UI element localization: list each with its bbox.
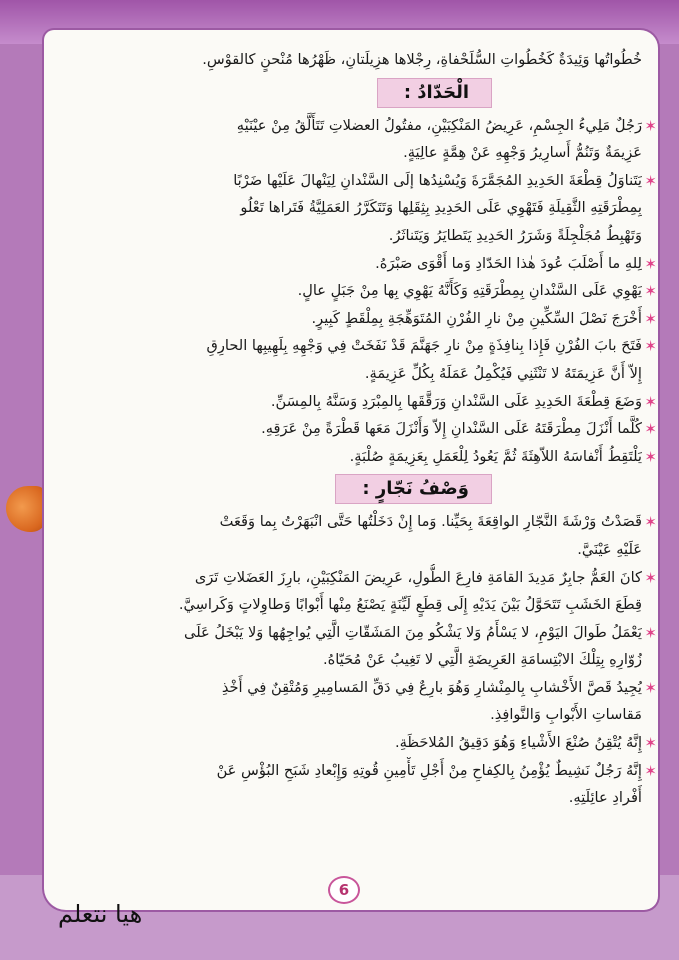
text-line: إِلاّ أَنَّ عَزِيمَتَهُ لا تَنْثَنِي فَيُكْمِلُ عَمَلَهُ بِكُلِّ عَزِيمَةٍ. [364, 364, 642, 382]
list-item [54, 564, 657, 619]
text-line: وَتَهْبِطُ مُجَلْجِلَةً وَشَرَرُ الحَدِيدِ يَتَطايَرُ وَيَتَناثَرُ. [388, 226, 642, 244]
text-line: وَضَعَ قِطْعَةَ الحَدِيدِ عَلَى السَّنْدانِ وَرَقَّقَها بِالمِبْرَدِ وَسَنَّهُ بِالمِسَنِّ. [270, 392, 642, 410]
text-line: يَهْوِي عَلَى السَّنْدانِ بِمِطْرَقَتِهِ وَكَأَنَّهُ يَهْوِي بِها مِنْ جَبَلٍ عالٍ. [297, 282, 642, 300]
text-line: إِنَّهُ رَجُلٌ نَشِيطٌ يُؤْمِنُ بِالكِفاحِ مِنْ أَجْلِ تَأْمِينِ قُوتِهِ وَإِبْعادِ شَبَحِ البُؤْسِ عَنْ [216, 761, 642, 779]
bullet-star-icon: ✶ [644, 513, 657, 532]
list-item [54, 112, 657, 167]
finger-photo-artifact [6, 486, 46, 532]
page-content [54, 46, 657, 812]
heading-blacksmith: الْحَدّادُ : [377, 78, 492, 108]
list-item [54, 277, 657, 305]
text-line: أَفْرادِ عائِلَتِهِ. [568, 789, 642, 807]
book-page [44, 30, 658, 910]
bullet-star-icon: ✶ [644, 171, 657, 190]
bullet-star-icon: ✶ [644, 420, 657, 439]
bullet-star-icon: ✶ [644, 309, 657, 328]
bullet-star-icon: ✶ [644, 623, 657, 642]
text-line: رَجُلٌ مَلِيءُ الجِسْمِ، عَرِيضُ المَنْكِبَيْنِ، مفتُولُ العضلاتِ تَتَأَلَّقُ مِنْ عيْنَيْهِ [236, 116, 642, 134]
text-line: عَزِيمَةٌ وَتَنُمُّ أَسارِيرُ وَجْهِهِ عَنْ هِمَّةٍ عالِيَةٍ. [403, 144, 642, 162]
blacksmith-list [54, 112, 657, 471]
text-line: لِلهِ ما أَصْلَبَ عُودَ هٰذا الحَدّادِ وَما أَقْوَى صَبْرَهُ. [375, 254, 642, 272]
text-line: زُوّارِهِ بِتِلْكَ الابْتِسامَةِ العَرِيضَةِ الَّتِي لا تَغِيبُ عَنْ مُحَيّاهُ. [322, 651, 642, 669]
text-line: أَخْرَجَ نَصْلَ السِّكِّينِ مِنْ نارِ الفُرْنِ المُتَوَهِّجَةِ بِمِلْقَطٍ كَبِيرٍ. [311, 309, 642, 327]
list-item [54, 443, 657, 471]
bullet-star-icon: ✶ [644, 282, 657, 301]
carpenter-list [54, 508, 657, 812]
text-line: كانَ العَمُّ جابِرٌ مَدِيدَ القامَةِ فارِعَ الطُّولِ، عَرِيضَ المَنْكِبَيْنِ، بارِزَ العَضَلاتِ تَرَى [194, 568, 642, 586]
text-line: يَلْتَقِطُ أَنْفاسَهُ اللاّهِثَةَ ثُمَّ يَعُودُ لِلْعَمَلِ بِعَزِيمَةٍ صُلْبَةٍ. [349, 447, 642, 465]
heading-carpenter: وَصْفُ نَجّارٍ : [335, 474, 492, 504]
bullet-star-icon: ✶ [644, 254, 657, 273]
list-item [54, 305, 657, 333]
footer-brand-text: هيا نتعلم [58, 900, 143, 928]
bullet-star-icon: ✶ [644, 568, 657, 587]
list-item [54, 250, 657, 278]
list-item [54, 508, 657, 563]
list-item [54, 415, 657, 443]
text-line: إِنَّهُ يُتْقِنُ صُنْعَ الأَشْياءِ وَهُوَ دَقِيقُ المُلاحَظَةِ. [394, 734, 642, 752]
list-item [54, 619, 657, 674]
text-line: عَلَيْهِ عَيْنَيَّ. [577, 540, 642, 558]
text-line: مَقاساتِ الأَبْوابِ وَالنَّوافِذِ. [490, 706, 642, 724]
intro-line: خُطُواتُها وَئِيدَةٌ كَخُطُواتِ السُّلَحْفاةِ، رِجْلاها هزِيلَتانِ، ظَهْرُها مُنْحنٍ كالقوْسِ. [202, 51, 642, 68]
list-item [54, 729, 657, 757]
bullet-star-icon: ✶ [644, 761, 657, 780]
text-line: قِطَعَ الخَشَبِ تَتَحَوَّلُ بَيْنَ يَدَيْهِ إِلَى قِطَعٍ لَيِّنَةٍ يَصْنَعُ مِنْها أَبْوابًا وَطاوِلاتٍ وَكَراسِيَّ. [178, 596, 642, 614]
text-line: كُلَّما أَنْزَلَ مِطْرَقَتَهُ عَلَى السَّنْدانِ إِلاّ وَأَنْزَلَ مَعَها قَطْرَةً مِنْ عَرَقِهِ. [261, 420, 642, 438]
text-line: يَتَناوَلُ قِطْعَةَ الحَدِيدِ المُجَمَّرَةَ وَيُسْنِدُها إلَى السَّنْدانِ لِيَنْهالَ عَلَيْها ضَرْبًا [233, 171, 642, 189]
list-item [54, 388, 657, 416]
bullet-star-icon: ✶ [644, 734, 657, 753]
text-line: يُجِيدُ قَصَّ الأَخْشابِ بِالمِنْشارِ وَهُوَ بارِعٌ فِي دَقِّ المَسامِيرِ وَمُتْقِنٌ فِي أَخْذِ [221, 678, 642, 696]
list-item [54, 167, 657, 250]
list-item [54, 757, 657, 812]
bullet-star-icon: ✶ [644, 116, 657, 135]
text-line: فَتَحَ بابَ الفُرْنِ فَإِذا بِنافِذَةٍ مِنْ نارِ جَهَنَّمَ قَدْ نَفَخَتْ فِي وَجْهِهِ بِلَهِيبِها الحارِقِ [206, 337, 642, 355]
list-item [54, 332, 657, 387]
bullet-star-icon: ✶ [644, 392, 657, 411]
text-line: قَصَدْتُ وَرْشَةَ النَّجّارِ الواقِعَةَ بِحَيِّنا. وَما إِنْ دَخَلْتُها حَتَّى انْبَهَرْتُ بِما وَقَعَتْ [219, 513, 642, 531]
text-line: بِمِطْرَقَتِهِ الثَّقِيلَةِ فَتَهْوِي عَلَى الحَدِيدِ بِثِقَلِها وَتَتَكَرَّرُ العَمَلِيَّةُ فَتَراها تَعْلُو [240, 199, 642, 217]
page-number: 6 [328, 876, 360, 904]
bullet-star-icon: ✶ [644, 678, 657, 697]
bullet-star-icon: ✶ [644, 447, 657, 466]
bullet-star-icon: ✶ [644, 337, 657, 356]
text-line: يَعْمَلُ طَوالَ اليَوْمِ، لا يَسْأَمُ وَلا يَشْكُو مِنَ المَشَقّاتِ الَّتِي يُواجِهُها وَلا يَبْخَلُ عَلَى [184, 623, 642, 641]
list-item [54, 674, 657, 729]
